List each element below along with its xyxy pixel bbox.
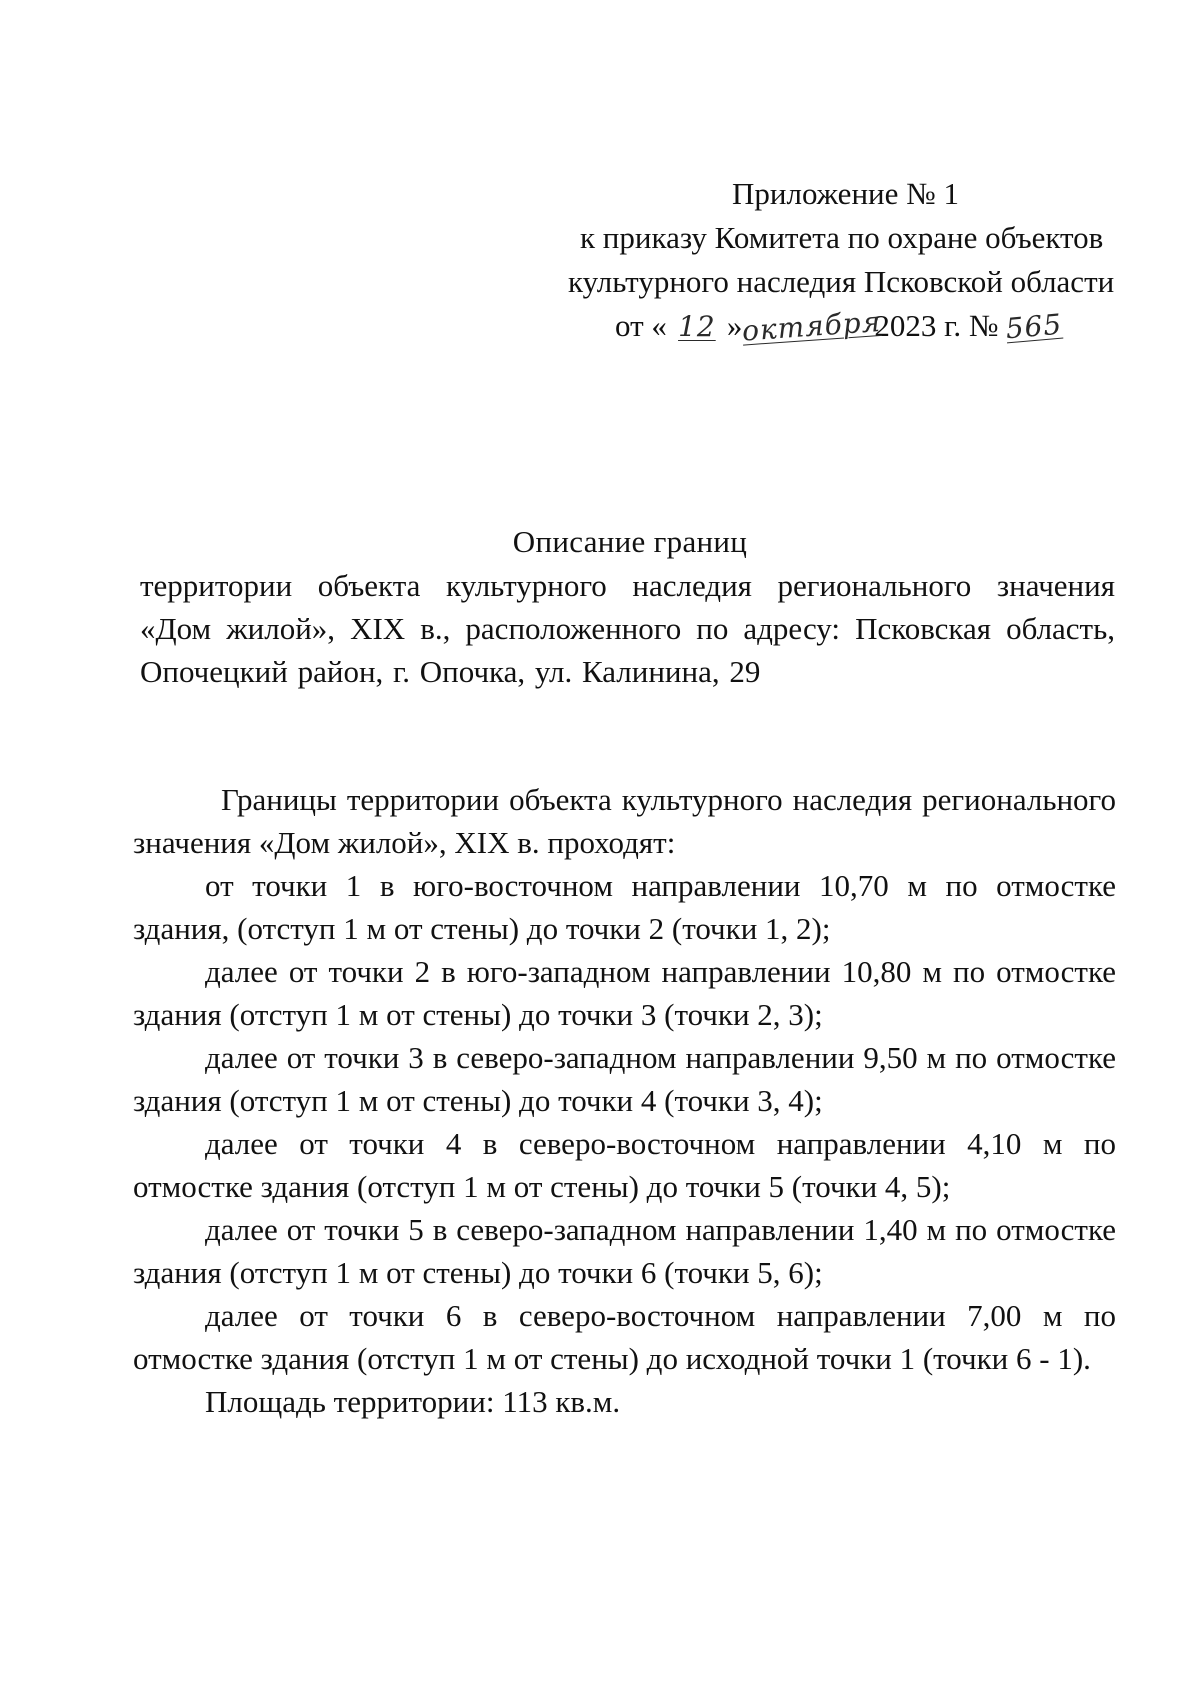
- order-reference: к приказу Комитета по охране объектов: [580, 220, 1104, 255]
- document-subject: территории объекта культурного наследия регионального значения «Дом жилой», XIX в., расположенного по адресу: Псковская область, Опочецкий район, г. Опочка, ул. Калинина, 29: [140, 568, 1115, 689]
- document-title: Описание границ: [512, 524, 748, 559]
- boundary-segment: далее от точки 5 в северо-западном направлении 1,40 м по отмостке здания (отступ 1 м от стены) до точки 6 (точки 5, 6);: [133, 1212, 1116, 1290]
- boundary-segment: от точки 1 в юго-восточном направлении 10,70 м по отмостке здания, (отступ 1 м от стены) до точки 2 (точки 1, 2);: [133, 868, 1116, 946]
- order-year: 2023 г. №: [874, 308, 999, 343]
- appendix-number: Приложение № 1: [732, 176, 959, 211]
- handwritten-month: октября: [741, 304, 883, 348]
- boundary-segment: далее от точки 4 в северо-восточном направлении 4,10 м по отмостке здания (отступ 1 м от стены) до точки 5 (точки 4, 5);: [133, 1126, 1116, 1204]
- intro-paragraph: Границы территории объекта культурного наследия регионального значения «Дом жилой», XIX в. проходят:: [133, 782, 1116, 860]
- territory-area: Площадь территории: 113 кв.м.: [205, 1384, 621, 1419]
- date-mid: »: [726, 308, 743, 343]
- order-date-line: [540, 304, 1140, 349]
- boundary-segment: далее от точки 6 в северо-восточном направлении 7,00 м по отмостке здания (отступ 1 м от стены) до исходной точки 1 (точки 6 - 1).: [133, 1298, 1116, 1376]
- boundary-segment: далее от точки 3 в северо-западном направлении 9,50 м по отмостке здания (отступ 1 м от стены) до точки 4 (точки 3, 4);: [133, 1040, 1116, 1118]
- boundary-description: [133, 778, 1116, 1423]
- boundary-segment: далее от точки 2 в юго-западном направлении 10,80 м по отмостке здания (отступ 1 м от стены) до точки 3 (точки 2, 3);: [133, 954, 1116, 1032]
- appendix-header: [540, 172, 1140, 349]
- handwritten-day: 12: [678, 310, 716, 343]
- date-prefix: от «: [615, 308, 667, 343]
- committee-name: культурного наследия Псковской области: [568, 264, 1115, 299]
- handwritten-order-number: 565: [1004, 307, 1064, 346]
